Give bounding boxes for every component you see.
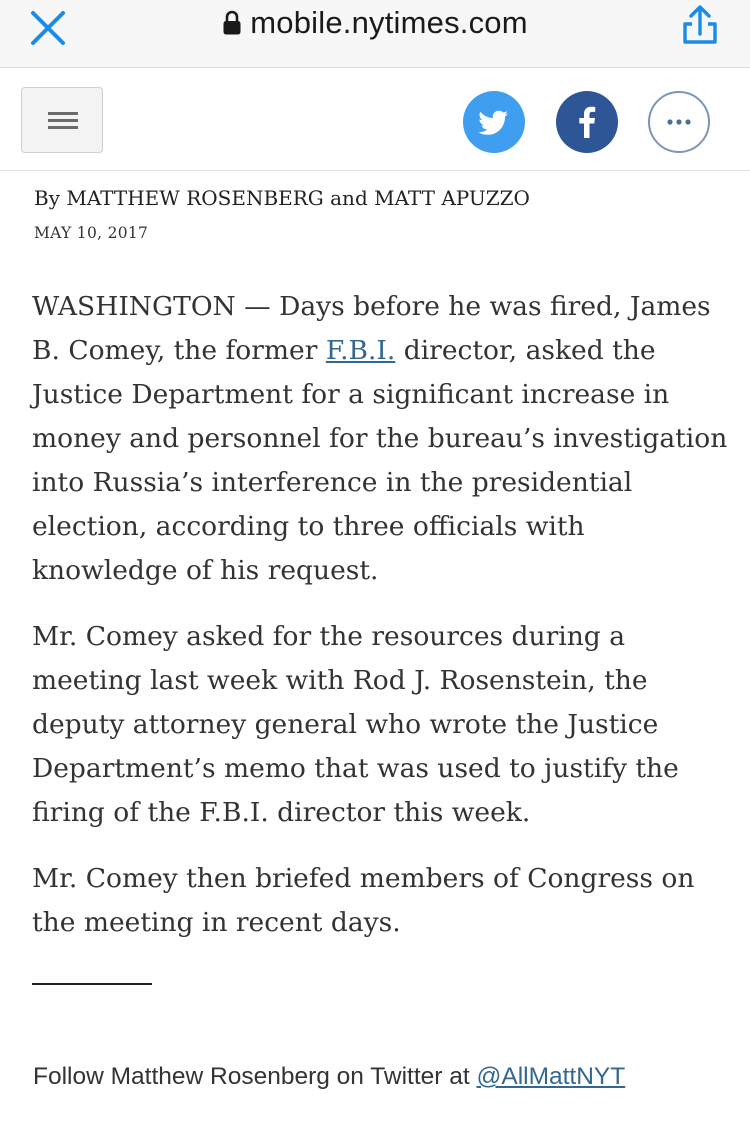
- paragraph-3: Mr. Comey then briefed members of Congress on the meeting in recent days.: [32, 863, 695, 938]
- facebook-icon: [556, 91, 618, 153]
- divider: [32, 983, 152, 985]
- follow-line: [33, 1063, 625, 1091]
- paragraph-1: [32, 285, 732, 593]
- menu-icon-bar: [48, 126, 78, 129]
- twitter-share-button[interactable]: [463, 91, 525, 153]
- follow-text: Follow Matthew Rosenberg on Twitter at: [33, 1063, 477, 1090]
- menu-button[interactable]: [21, 87, 103, 153]
- more-options-button[interactable]: [648, 91, 710, 153]
- site-toolbar: [0, 69, 750, 171]
- address-bar[interactable]: [0, 5, 750, 45]
- paragraph-1-text-start: WASHINGTON — Days before he was fired, James B. Comey, the former: [32, 291, 711, 366]
- publish-date: MAY 10, 2017: [34, 224, 149, 242]
- share-icon[interactable]: [680, 4, 720, 48]
- lock-icon: [222, 10, 242, 36]
- byline: By MATTHEW ROSENBERG and MATT APUZZO: [34, 186, 530, 210]
- paragraph-2: Mr. Comey asked for the resources during a meeting last week with Rod J. Rosenstein, the deputy attorney general who wrote the Justice Department’s memo that was used to justify the firing of the F.B.I. director this week.: [32, 621, 679, 828]
- menu-icon-bar: [48, 119, 78, 122]
- menu-icon: [48, 112, 78, 115]
- twitter-handle-link[interactable]: @AllMattNYT: [476, 1063, 626, 1090]
- article-body: [32, 285, 732, 967]
- fbi-link[interactable]: F.B.I.: [325, 335, 396, 366]
- more-icon: [650, 93, 708, 151]
- paragraph-1-text-end: director, asked the Justice Department for a significant increase in money and personnel for the bureau’s investigation into Russia’s interference in the presidential election, according to three officials with knowledge of his request.: [32, 335, 728, 586]
- facebook-share-button[interactable]: [556, 91, 618, 153]
- browser-toolbar: [0, 0, 750, 68]
- url-text: mobile.nytimes.com: [250, 5, 528, 40]
- twitter-icon: [463, 91, 525, 153]
